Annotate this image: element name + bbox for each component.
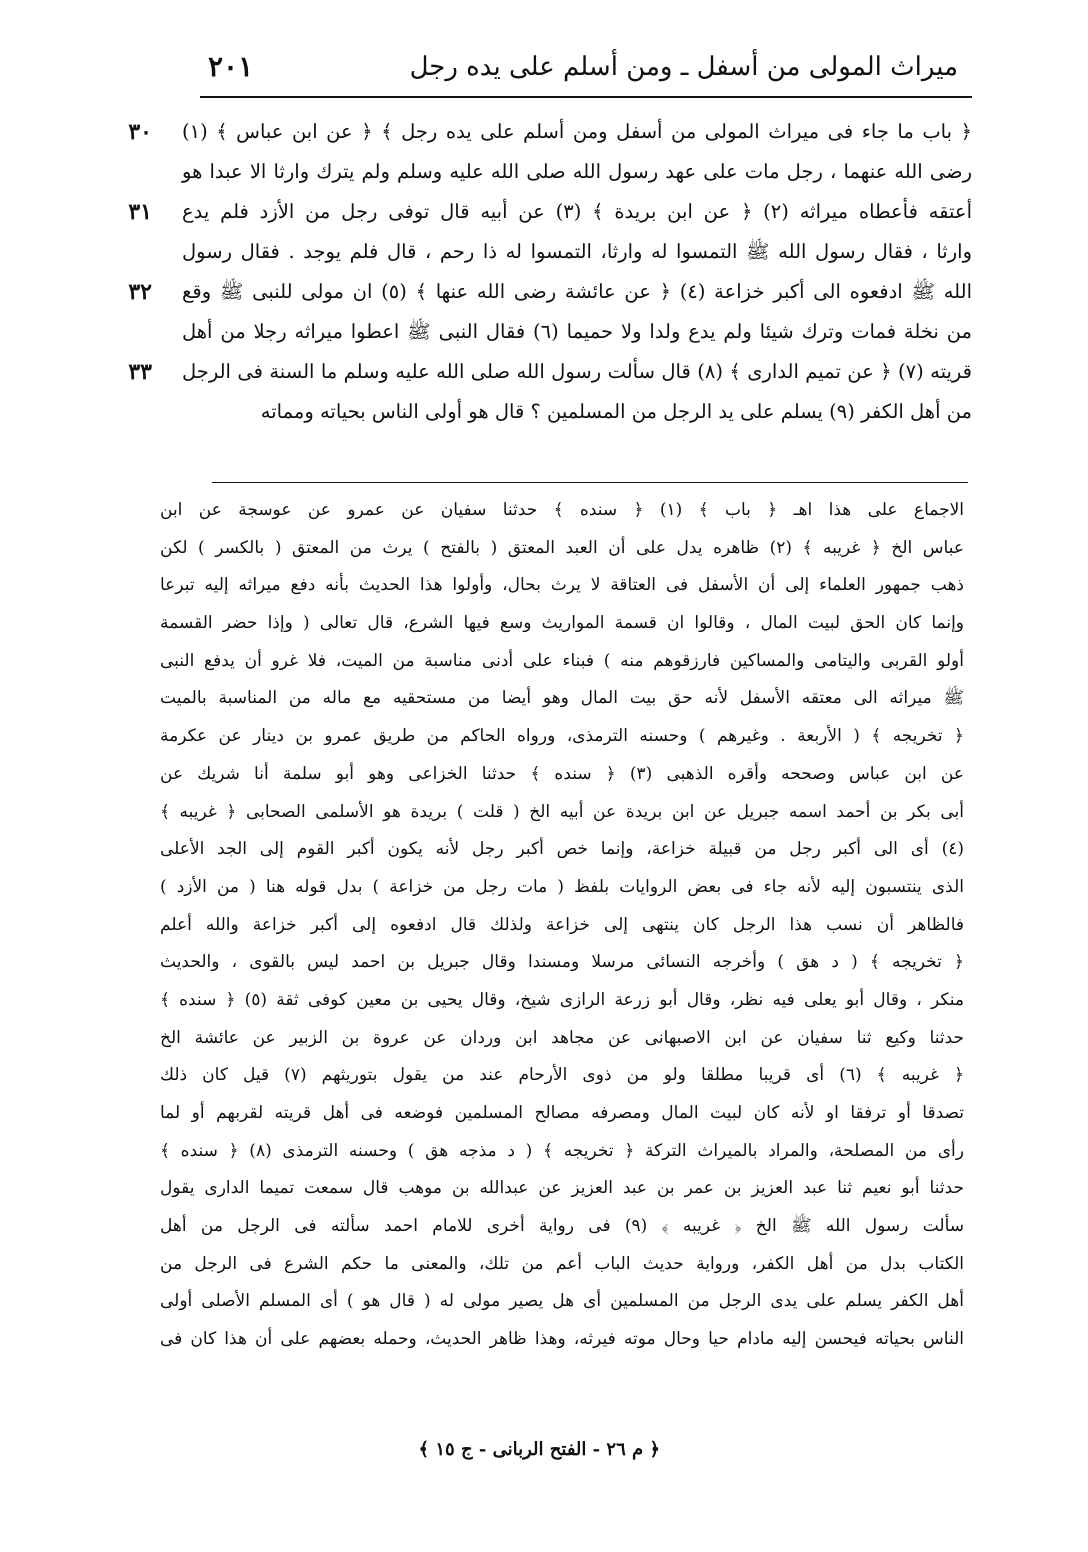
footnote-line: ﷺ ميراثه الى معتقه الأسفل لأنه حق بيت المال وهو أيضا من مستحقيه مع ماله من المناسبة بالميت (160, 688, 964, 709)
main-text (128, 112, 972, 432)
footnote-line: الناس بحياته فيحسن إليه مادام حيا وحال موته فيرثه، وهذا ظاهر الحديث، وحمله بعضهم على أن هذا كان فى (160, 1329, 964, 1350)
footnote-separator (212, 482, 968, 483)
footnote-line: سألت رسول الله ﷺ الخ ﴿ غريبه ﴾ (٩) فى رواية أخرى للامام احمد سألته فى الرجل من أهل (160, 1216, 964, 1237)
footnote-line: أولو القربى واليتامى والمساكين فارزقوهم منه ) فبناء على أدنى مناسبة من الميت، فلا غرو أن يدفع النبى (160, 650, 964, 671)
text-line (128, 112, 972, 152)
text-line (182, 312, 972, 352)
line-text: الله ﷺ ادفعوه الى أكبر خزاعة (٤) ﴿ عن عائشة رضى الله عنها ﴾ (٥) ان مولى للنبى ﷺ وقع (182, 280, 972, 303)
footnote-line: ﴿ غريبه ﴾ (٦) أى قريبا مطلقا ولو من ذوى الأرحام عند من يقول بتوريثهم (٧) قيل كان ذلك (160, 1065, 964, 1086)
line-text: رضى الله عنهما ، رجل مات على عهد رسول الله صلى الله عليه وسلم ولم يترك وارثا الا عبدا هو (182, 160, 972, 183)
footnote-line: عن ابن عباس وصححه وأقره الذهبى (٣) ﴿ سنده ﴾ حدثنا الخزاعى وهو أبو سلمة أنا شريك عن (160, 763, 964, 784)
footnote-line: (٤) أى الى أكبر رجل من قبيلة خزاعة، وإنما خص أكبر رجل لأنه يكون أكبر القوم إلى الجد الأعلى (160, 839, 964, 860)
hadith-number: ٣٣ (128, 359, 152, 385)
line-text: وارثا ، فقال رسول الله ﷺ التمسوا له وارثا، التمسوا له ذا رحم ، قال فلم يوجد . فقال رسول (182, 240, 972, 263)
footnote-line: فالظاهر أن نسب هذا الرجل كان ينتهى إلى خزاعة ولذلك قال ادفعوه إلى أكبر خزاعة والله أعلم (160, 914, 964, 935)
footnote-line: ﴿ تخريجه ﴾ ( د هق ) وأخرجه النسائى مرسلا ومسندا وقال جبريل بن احمد ليس بالقوى ، والحديث (160, 952, 964, 973)
signature-mark: ﴿ م ٢٦ - الفتح الربانى - ج ١٥ ﴾ (418, 1439, 660, 1460)
line-text: قريته (٧) ﴿ عن تميم الدارى ﴾ (٨) قال سألت رسول الله صلى الله عليه وسلم ما السنة فى الرجل (182, 360, 972, 383)
footnote-line: الاجماع على هذا اهـ ﴿ باب ﴾ (١) ﴿ سنده ﴾ حدثنا سفيان عن عمرو عن عوسجة عن ابن (160, 500, 964, 520)
footnote-line: رأى من المصلحة، والمراد بالميراث التركة ﴿ تخريجه ﴾ ( د مذجه هق ) وحسنه الترمذى (٨) ﴿ سنده ﴾ (160, 1140, 964, 1161)
line-text: ﴿ باب ما جاء فى ميراث المولى من أسفل ومن أسلم على يده رجل ﴾ ﴿ عن ابن عباس ﴾ (١) (182, 120, 972, 143)
line-text: من أهل الكفر (٩) يسلم على يد الرجل من المسلمين ؟ قال هو أولى الناس بحياته ومماته (260, 400, 972, 423)
footnote-line: أهل الكفر يسلم على يدى الرجل من المسلمين أى هل يصير مولى له ( قال هو ) أى المسلم الأصلى أولى (160, 1291, 964, 1312)
line-text: من نخلة فمات وترك شيئا ولم يدع ولدا ولا حميما (٦) فقال النبى ﷺ اعطوا ميراثه رجلا من أهل (182, 320, 972, 343)
text-line (182, 232, 972, 272)
running-title: ميراث المولى من أسفل ـ ومن أسلم على يده رجل (409, 52, 958, 82)
text-line (128, 352, 972, 392)
footnote-line: حدثنا وكيع ثنا سفيان عن ابن الاصبهانى عن مجاهد ابن وردان عن عروة بن الزبير عن عائشة الخ (160, 1027, 964, 1048)
footnote-line: ﴿ تخريجه ﴾ ( الأربعة . وغيرهم ) وحسنه الترمذى، ورواه الحاكم من طريق عمرو بن دينار عن عكرمة (160, 726, 964, 747)
footnote-line: الكتاب بدل من أهل الكفر، ورواية حديث الباب أعم من تلك، والمعنى ما حكم الشرع فى الرجل من (160, 1253, 964, 1274)
page-header (200, 44, 972, 98)
text-line (128, 272, 972, 312)
footnote-line: حدثنا أبو نعيم ثنا عبد العزيز بن عمر بن عبد العزيز عن عبدالله بن موهب قال سمعت تميما الدارى يقول (160, 1178, 964, 1199)
hadith-number: ٣١ (128, 199, 152, 225)
footnote-line: الذى ينتسبون إليه لأنه جاء فى بعض الروايات بلفظ ( مات رجل من خزاعة ) بدل قوله هنا ( من الأزد ) (160, 876, 964, 897)
page-number: ٢٠١ (208, 50, 254, 83)
footnote-line: أبى بكر بن أحمد اسمه جبريل عن ابن بريدة عن أبيه الخ ( قلت ) بريدة هو الأسلمى الصحابى ﴿ غريبه ﴾ (160, 801, 964, 822)
footnote-line: ذهب جمهور العلماء إلى أن الأسفل فى العتاقة لا يرث بحال، وأولوا هذا الحديث بأنه دفع ميراثه إليه تبرعا (160, 575, 964, 596)
footnote-line: منكر ، وقال أبو يعلى فيه نظر، وقال أبو زرعة الرازى شيخ، وقال يحيى بن معين كوفى ثقة (٥) ﴿ سنده ﴾ (160, 989, 964, 1010)
text-line (182, 152, 972, 192)
hadith-number: ٣٢ (128, 279, 152, 305)
text-line (128, 192, 972, 232)
footnote-line: تصدقا أو ترفقا او لأنه كان لبيت المال ومصرفه مصالح المسلمين فوضعه فى أهل قريته لقربهم أو لما (160, 1103, 964, 1123)
hadith-number: ٣٠ (128, 119, 152, 145)
footnote-line: عباس الخ ﴿ غريبه ﴾ (٢) ظاهره يدل على أن العبد المعتق ( بالفتح ) يرث من المعتق ( بالكسر ) لكن (160, 537, 964, 558)
line-text: أعتقه فأعطاه ميراثه (٢) ﴿ عن ابن بريدة ﴾ (٣) عن أبيه قال توفى رجل من الأزد فلم يدع (182, 200, 972, 223)
footnote-line: وإنما كان الحق لبيت المال ، وقالوا ان قسمة المواريث وسع فيها الشرع، قال تعالى ( وإذا حضر القسمة (160, 613, 964, 634)
text-line (182, 392, 972, 432)
footnotes (160, 492, 964, 1359)
